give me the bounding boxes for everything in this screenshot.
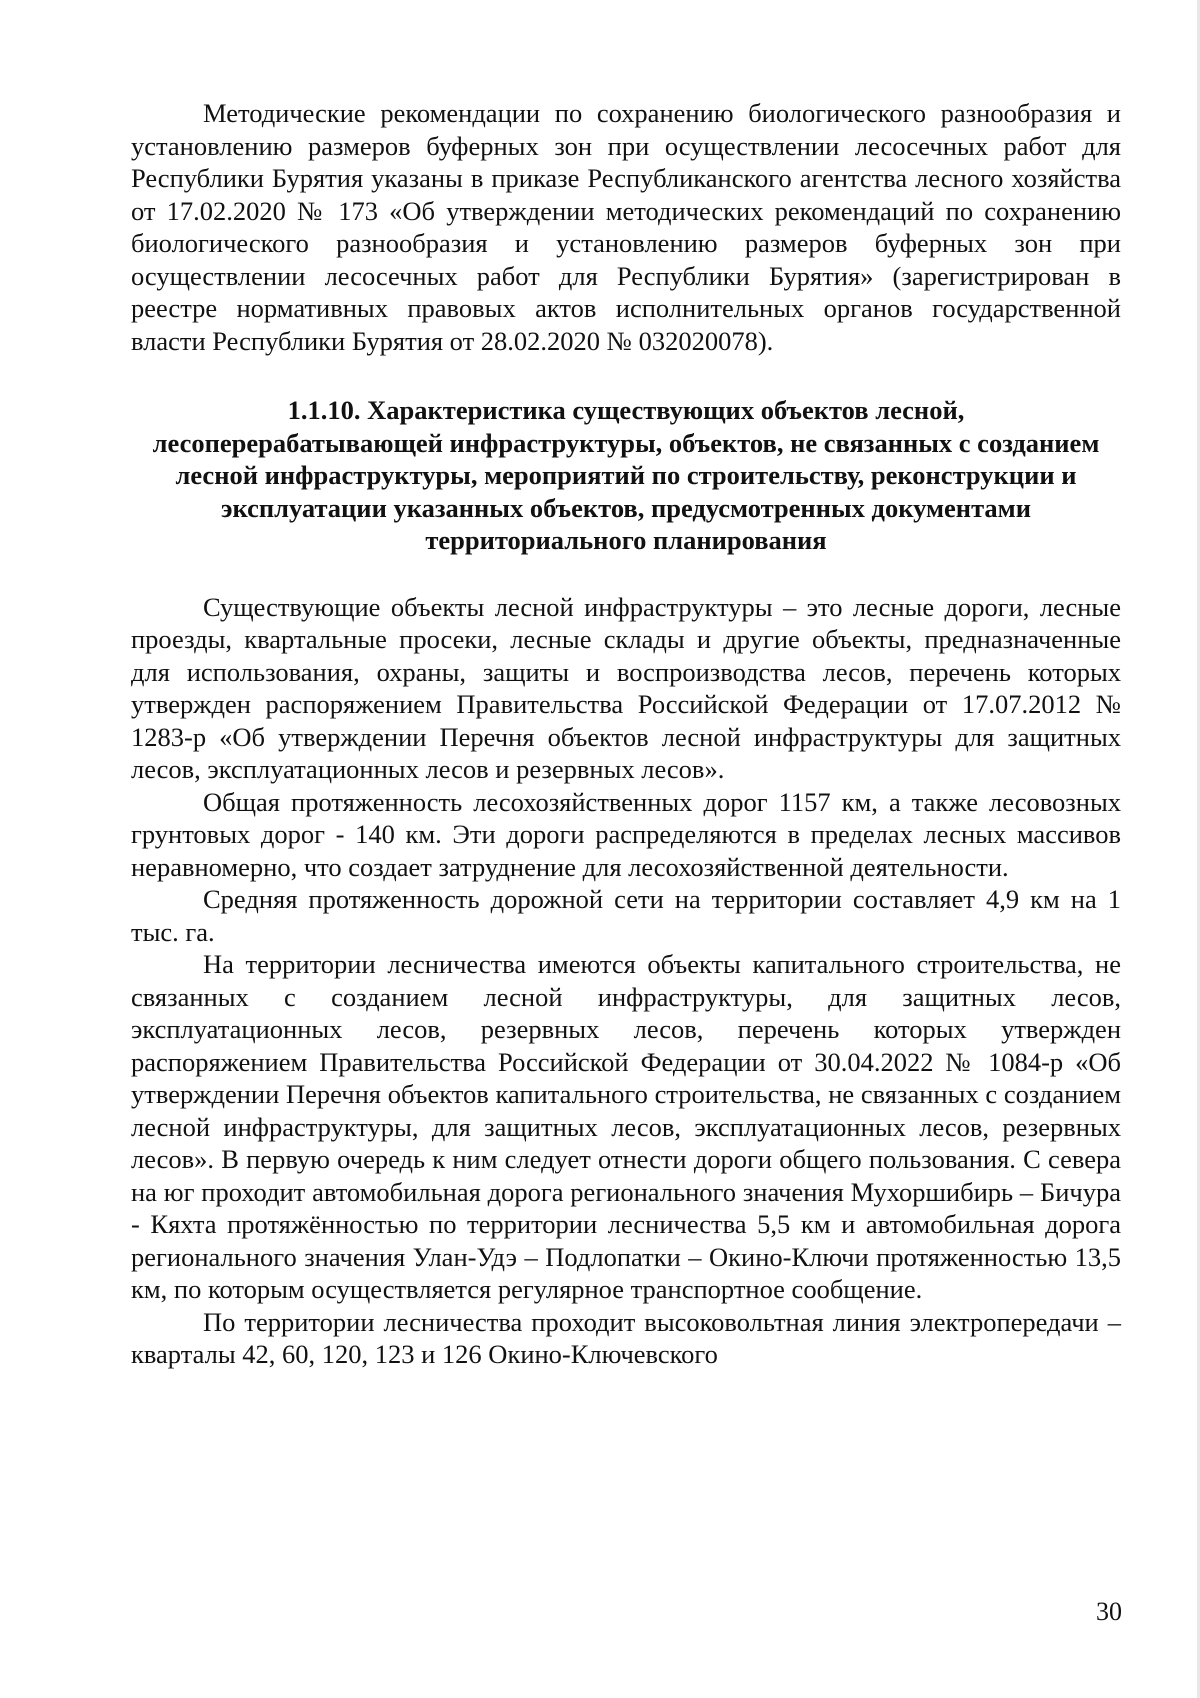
paragraph-existing-infrastructure: Существующие объекты лесной инфраструктуры – это лесные дороги, лесные проезды, квартальные просеки, лесные склады и другие объекты, предназначенные для использования, охраны, защиты и воспроизводства лесов, перечень которых утвержден распоряжением Правительства Российской Федерации от 17.07.2012 № 1283-р «Об утверждении Перечня объектов лесной инфраструктуры для защитных лесов, эксплуатационных лесов и резервных лесов». xyxy=(131,591,1121,784)
paragraph-methodical-recommendations: Методические рекомендации по сохранению биологического разнообразия и установлению размеров буферных зон при осуществлении лесосечных работ для Республики Бурятия указаны в приказе Республиканского агентства лесного хозяйства от 17.02.2020 № 173 «Об утверждении методических рекомендаций по сохранению биологического разнообразия и установлению размеров буферных зон при осуществлении лесосечных работ для Республики Бурятия» (зарегистрирован в реестре нормативных правовых актов исполнительных органов государственной власти Республики Бурятия от 28.02.2020 № 032020078). xyxy=(131,98,1121,356)
paragraph-road-density: Средняя протяженность дорожной сети на территории составляет 4,9 км на 1 тыс. га. xyxy=(131,884,1121,947)
page-number: 30 xyxy=(1096,1597,1122,1626)
paragraph-power-line: По территории лесничества проходит высоковольтная линия электропередачи – кварталы 42, 60, 120, 123 и 126 Окино-Ключевского xyxy=(131,1306,1121,1369)
paragraph-capital-construction: На территории лесничества имеются объекты капитального строительства, не связанных с созданием лесной инфраструктуры, для защитных лесов, эксплуатационных лесов, резервных лесов, перечень которых утвержден распоряжением Правительства Российской Федерации от 30.04.2022 № 1084-р «Об утверждении Перечня объектов капитального строительства, не связанных с созданием лесной инфраструктуры, для защитных лесов, эксплуатационных лесов, резервных лесов». В первую очередь к ним следует отнести дороги общего пользования. С севера на юг проходит автомобильная дорога регионального значения Мухоршибирь – Бичура - Кяхта протяжённостью по территории лесничества 5,5 км и автомобильная дорога регионального значения Улан-Удэ – Подлопатки – Окино-Ключи протяженностью 13,5 км, по которым осуществляется регулярное транспортное сообщение. xyxy=(131,949,1121,1304)
paragraph-road-length: Общая протяженность лесохозяйственных дорог 1157 км, а также лесовозных грунтовых дорог - 140 км. Эти дороги распределяются в пределах лесных массивов неравномерно, что создает затруднение для лесохозяйственной деятельности. xyxy=(131,786,1121,882)
section-heading: 1.1.10. Характеристика существующих объектов лесной, лесоперерабатывающей инфраструктуры, объектов, не связанных с созданием лесной инфраструктуры, мероприятий по строительству, реконструкции и эксплуатации указанных объектов, предусмотренных документами территориального планирования xyxy=(152,395,1100,555)
page-content xyxy=(131,97,1121,1371)
